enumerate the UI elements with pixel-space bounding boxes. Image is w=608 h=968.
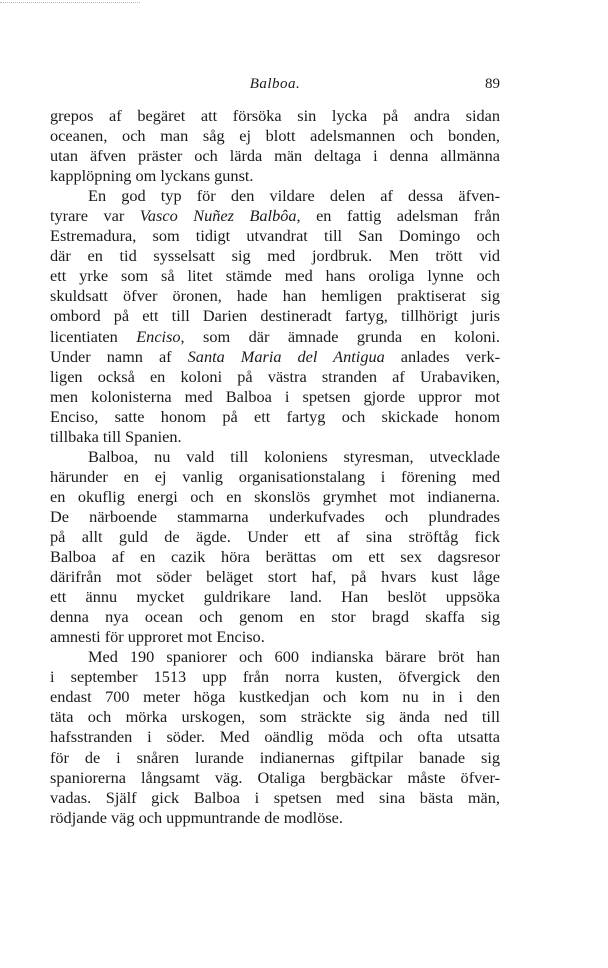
- text-segment: , en fattig adelsman från: [296, 206, 500, 226]
- text-line: [50, 687, 500, 707]
- text-line: [50, 487, 500, 507]
- text-segment: licentiaten: [50, 326, 137, 346]
- text-line: [50, 186, 500, 206]
- text-line: [50, 647, 500, 667]
- text-segment: ett ännu mycket guldrikare land. Han beslöt uppsöka: [50, 587, 500, 607]
- text-segment: grepos af begäret att försöka sin lycka på andra sidan: [50, 106, 500, 125]
- text-segment: vadas. Själf gick Balboa i spetsen med sina bästa män,: [50, 787, 500, 807]
- text-line: [50, 427, 500, 447]
- text-line: [50, 748, 500, 768]
- text-segment: Under namn af: [50, 346, 188, 366]
- text-line: [50, 788, 500, 808]
- text-line: [50, 727, 500, 747]
- italic-name: Vasco Nuñez Balbôa: [139, 206, 297, 226]
- text-line: [50, 667, 500, 687]
- text-line: [50, 808, 500, 828]
- text-line: [50, 768, 500, 788]
- text-segment: utan äfven präster och lärda män deltaga i denna allmänna: [50, 146, 500, 166]
- text-segment: ombord på ett till Darien destineradt fartyg, tillhörigt juris: [50, 306, 500, 326]
- text-line: [50, 527, 500, 547]
- text-segment: men kolonisterna med Balboa i spetsen gjorde uppror mot: [50, 386, 500, 406]
- italic-name: Santa Maria del Antigua: [187, 346, 385, 366]
- text-line: [50, 246, 500, 266]
- text-line: [50, 367, 500, 387]
- text-line: [50, 407, 500, 427]
- text-segment: Enciso, satte honom på ett fartyg och skickade honom: [50, 406, 500, 426]
- text-segment: amnesti för upproret mot Enciso.: [50, 627, 265, 647]
- text-segment: ligen också en koloni på västra stranden af Urabaviken,: [50, 366, 500, 386]
- text-segment: tyrare var: [50, 206, 140, 226]
- text-segment: , som där ämnade grunda en koloni.: [180, 326, 500, 346]
- text-segment: hafsstranden i söder. Med oändlig möda och ofta utsatta: [50, 727, 500, 747]
- text-line: [50, 627, 500, 647]
- text-segment: anlades verk-: [384, 346, 500, 366]
- text-line: [50, 327, 500, 347]
- scan-artifact-line: [0, 2, 140, 5]
- text-line: [50, 106, 500, 126]
- text-line: [50, 547, 500, 567]
- text-segment: tillbaka till Spanien.: [50, 426, 182, 446]
- text-line: [50, 206, 500, 226]
- text-segment: endast 700 meter höga kustkedjan och kom nu in i den: [50, 687, 500, 707]
- text-line: [50, 447, 500, 467]
- text-line: [50, 387, 500, 407]
- text-line: [50, 587, 500, 607]
- page-header: [50, 76, 500, 98]
- text-segment: härunder en ej vanlig organisationstalang i förening med: [50, 466, 500, 486]
- text-line: [50, 226, 500, 246]
- text-line: [50, 467, 500, 487]
- text-segment: rödjande väg och uppmuntrande de modlöse.: [50, 807, 343, 827]
- text-line: [50, 707, 500, 727]
- text-segment: spaniorerna långsamt väg. Otaliga bergbäckar måste öfver-: [50, 767, 500, 787]
- text-line: [50, 286, 500, 306]
- text-line: [50, 347, 500, 367]
- text-line: [50, 166, 500, 186]
- text-segment: denna nya ocean och genom en stor bragd skaffa sig: [50, 607, 500, 627]
- text-line: [50, 507, 500, 527]
- text-line: [50, 567, 500, 587]
- text-segment: ett yrke som så litet stämde med hans oroliga lynne och: [50, 266, 500, 286]
- text-segment: för de i snåren lurande indianernas giftpilar banade sig: [50, 747, 500, 767]
- italic-name: Enciso: [136, 326, 181, 346]
- running-title: Balboa.: [249, 76, 301, 92]
- text-segment: kapplöpning om lyckans gunst.: [50, 166, 254, 186]
- text-segment: Balboa af en cazik höra berättas om ett sex dagsresor: [50, 547, 500, 567]
- text-segment: en okuflig energi och en skonslös grymhet mot indianerna.: [50, 486, 500, 506]
- text-segment: där en tid sysselsatt sig med jordbruk. Men trött vid: [50, 246, 500, 266]
- text-segment: Med 190 spaniorer och 600 indianska bärare bröt han: [88, 647, 500, 667]
- text-segment: täta och mörka urskogen, som sträckte sig ända ned till: [50, 707, 500, 727]
- text-segment: därifrån mot söder beläget stort haf, på hvars kust låge: [50, 567, 500, 587]
- text-segment: Balboa, nu vald till koloniens styresman, utvecklade: [88, 446, 500, 466]
- text-segment: De närboende stammarna underkufvades och plundrades: [50, 506, 500, 526]
- text-line: [50, 306, 500, 326]
- text-line: [50, 126, 500, 146]
- text-segment: Estremadura, som tidigt utvandrat till San Domingo och: [50, 226, 500, 246]
- text-segment: skuldsatt öfver öronen, hade han hemligen praktiserat sig: [50, 286, 500, 306]
- body-text: [50, 106, 500, 828]
- text-segment: i september 1513 upp från norra kusten, öfvergick den: [50, 667, 500, 687]
- page-number: 89: [485, 76, 500, 92]
- text-line: [50, 607, 500, 627]
- text-line: [50, 266, 500, 286]
- text-line: [50, 146, 500, 166]
- text-segment: på allt guld de ägde. Under ett af sina ströftåg fick: [50, 526, 500, 546]
- text-segment: En god typ för den vildare delen af dessa äfven-: [88, 186, 500, 206]
- text-segment: oceanen, och man såg ej blott adelsmannen och bonden,: [50, 126, 500, 146]
